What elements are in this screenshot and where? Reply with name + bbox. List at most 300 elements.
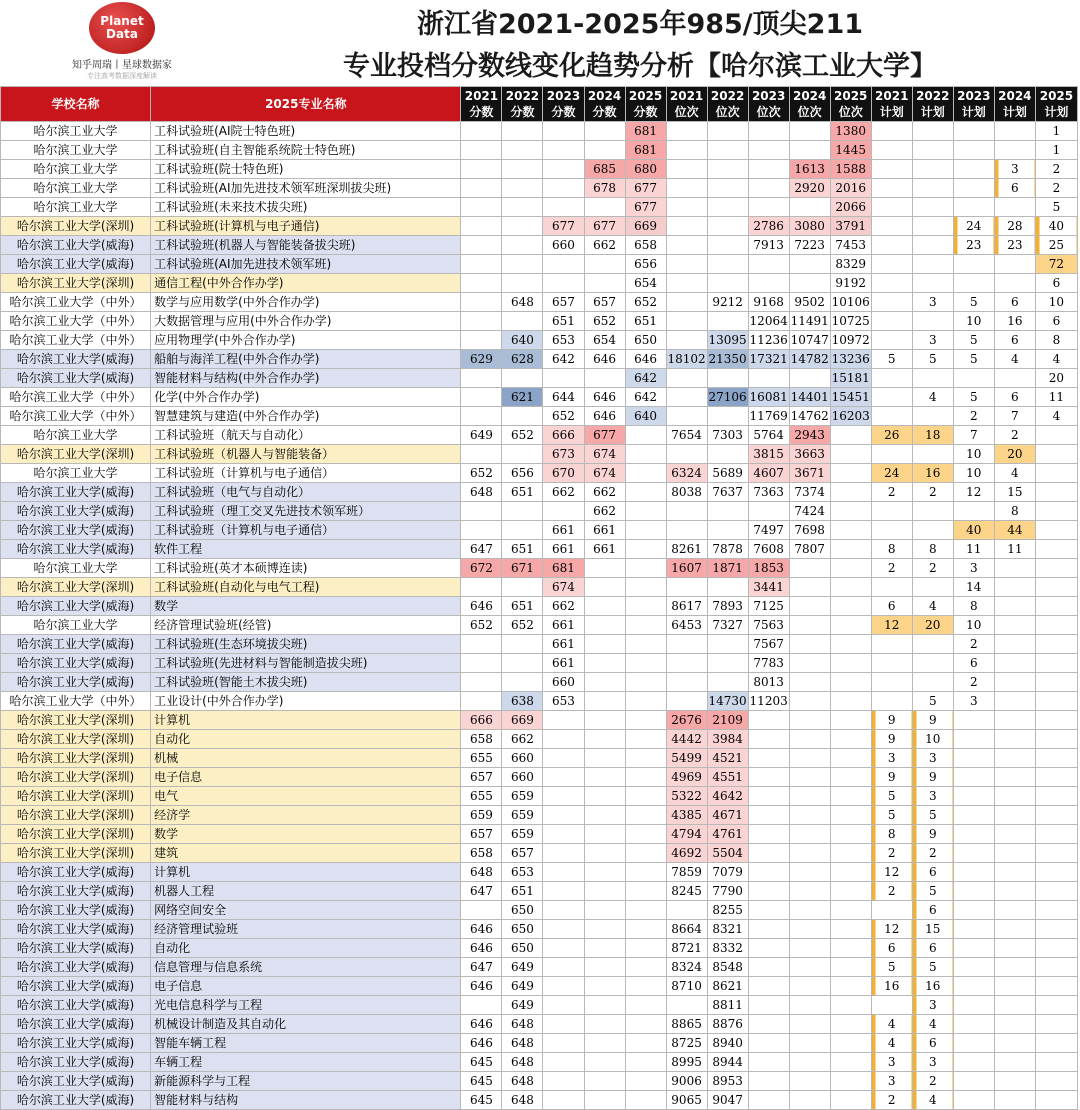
- score-cell: 671: [502, 559, 543, 578]
- rank-cell: [748, 255, 789, 274]
- rank-cell: 4607: [748, 464, 789, 483]
- plan-cell: [1035, 768, 1077, 787]
- rank-cell: 8664: [666, 920, 707, 939]
- score-cell: [625, 654, 666, 673]
- rank-cell: 3441: [748, 578, 789, 597]
- major-cell: 工科试验班(院士特色班): [151, 160, 461, 179]
- rank-cell: 11491: [789, 312, 830, 331]
- rank-cell: [748, 901, 789, 920]
- score-cell: [461, 255, 502, 274]
- plan-cell: [953, 179, 994, 198]
- header-year: 2025: [628, 89, 663, 103]
- plan-cell: [871, 407, 912, 426]
- table-row: [1, 1072, 1078, 1091]
- score-cell: 646: [461, 597, 502, 616]
- plan-cell: [994, 692, 1035, 711]
- score-cell: 621: [502, 388, 543, 407]
- rank-cell: [789, 825, 830, 844]
- rank-cell: 4794: [666, 825, 707, 844]
- header-col-16: [1035, 87, 1077, 122]
- score-cell: [584, 578, 625, 597]
- table-row: [1, 882, 1078, 901]
- score-cell: 645: [461, 1072, 502, 1091]
- score-cell: 648: [461, 863, 502, 882]
- score-cell: 659: [502, 787, 543, 806]
- major-cell: 工业设计(中外合作办学): [151, 692, 461, 711]
- plan-cell: 2: [871, 882, 912, 901]
- rank-cell: [666, 217, 707, 236]
- plan-cell: [953, 160, 994, 179]
- score-cell: [584, 882, 625, 901]
- plan-cell: [912, 198, 953, 217]
- score-cell: [543, 160, 584, 179]
- rank-cell: 8944: [707, 1053, 748, 1072]
- rank-cell: 7327: [707, 616, 748, 635]
- plan-cell: [994, 1034, 1035, 1053]
- major-cell: 智能材料与结构(中外合作办学): [151, 369, 461, 388]
- score-cell: [461, 692, 502, 711]
- rank-cell: [789, 1034, 830, 1053]
- rank-cell: 21350: [707, 350, 748, 369]
- major-cell: 工科试验班(自主智能系统院士特色班): [151, 141, 461, 160]
- school-cell: 哈尔滨工业大学(威海): [1, 939, 151, 958]
- score-cell: [584, 749, 625, 768]
- score-cell: [625, 939, 666, 958]
- header-col-8: [707, 87, 748, 122]
- score-cell: [461, 996, 502, 1015]
- table-body: [1, 122, 1078, 1110]
- table-row: [1, 901, 1078, 920]
- plan-cell: [871, 236, 912, 255]
- score-cell: 648: [461, 483, 502, 502]
- plan-cell: [912, 160, 953, 179]
- plan-cell: [871, 673, 912, 692]
- rank-cell: 8617: [666, 597, 707, 616]
- score-cell: [625, 559, 666, 578]
- rank-cell: [789, 844, 830, 863]
- score-cell: [543, 806, 584, 825]
- plan-cell: 4: [912, 388, 953, 407]
- rank-cell: [789, 882, 830, 901]
- school-cell: 哈尔滨工业大学（中外）: [1, 388, 151, 407]
- score-cell: [543, 901, 584, 920]
- plan-cell: [912, 122, 953, 141]
- plan-cell: 6: [912, 939, 953, 958]
- score-cell: [461, 179, 502, 198]
- rank-cell: [748, 844, 789, 863]
- rank-cell: [830, 654, 871, 673]
- rank-cell: 14762: [789, 407, 830, 426]
- score-cell: [502, 312, 543, 331]
- score-cell: [461, 673, 502, 692]
- plan-cell: [994, 255, 1035, 274]
- plan-cell: 24: [871, 464, 912, 483]
- plan-cell: [912, 236, 953, 255]
- plan-cell: 5: [953, 388, 994, 407]
- plan-cell: [953, 768, 994, 787]
- rank-cell: 10725: [830, 312, 871, 331]
- header-kind: 计划: [1044, 105, 1069, 119]
- rank-cell: [748, 198, 789, 217]
- header-kind: 分数: [551, 105, 576, 119]
- plan-cell: [953, 711, 994, 730]
- score-cell: [584, 787, 625, 806]
- plan-cell: [994, 863, 1035, 882]
- plan-cell: [994, 654, 1035, 673]
- plan-cell: [994, 1072, 1035, 1091]
- header-year: 2022: [505, 89, 540, 103]
- table-row: [1, 312, 1078, 331]
- rank-cell: [830, 673, 871, 692]
- major-cell: 机器人工程: [151, 882, 461, 901]
- plan-cell: 2: [912, 559, 953, 578]
- rank-cell: 8013: [748, 673, 789, 692]
- school-cell: 哈尔滨工业大学: [1, 160, 151, 179]
- rank-cell: 11769: [748, 407, 789, 426]
- score-cell: [625, 597, 666, 616]
- header-year: 2025: [1039, 89, 1074, 103]
- score-cell: 651: [502, 540, 543, 559]
- school-cell: 哈尔滨工业大学(深圳): [1, 768, 151, 787]
- header-kind: 位次: [756, 105, 781, 119]
- rank-cell: [789, 901, 830, 920]
- logo-line1: Planet: [100, 14, 144, 29]
- plan-cell: 11: [1035, 388, 1077, 407]
- plan-cell: 5: [912, 350, 953, 369]
- rank-cell: 6453: [666, 616, 707, 635]
- plan-cell: 4: [912, 1015, 953, 1034]
- header-year: 2021: [669, 89, 704, 103]
- score-cell: 648: [502, 1034, 543, 1053]
- rank-cell: 9212: [707, 293, 748, 312]
- score-cell: 648: [502, 1053, 543, 1072]
- table-row: [1, 502, 1078, 521]
- rank-cell: [830, 597, 871, 616]
- plan-cell: 4: [871, 1015, 912, 1034]
- score-cell: [584, 635, 625, 654]
- plan-cell: [871, 692, 912, 711]
- rank-cell: 9168: [748, 293, 789, 312]
- plan-cell: 3: [871, 1072, 912, 1091]
- rank-cell: 5764: [748, 426, 789, 445]
- table-row: [1, 464, 1078, 483]
- rank-cell: [789, 654, 830, 673]
- score-cell: [584, 825, 625, 844]
- header-kind: 位次: [674, 105, 699, 119]
- plan-cell: 10: [953, 312, 994, 331]
- plan-cell: 2: [871, 844, 912, 863]
- rank-cell: 14730: [707, 692, 748, 711]
- plan-cell: 2: [953, 407, 994, 426]
- score-cell: [502, 635, 543, 654]
- score-cell: 646: [461, 1034, 502, 1053]
- plan-cell: [871, 996, 912, 1015]
- rank-cell: [830, 635, 871, 654]
- plan-cell: 16: [912, 464, 953, 483]
- rank-cell: [830, 1053, 871, 1072]
- logo-badge: [89, 2, 155, 54]
- score-cell: [502, 521, 543, 540]
- score-cell: 651: [625, 312, 666, 331]
- rank-cell: [789, 730, 830, 749]
- school-cell: 哈尔滨工业大学(威海): [1, 521, 151, 540]
- rank-cell: [748, 141, 789, 160]
- plan-cell: [1035, 426, 1077, 445]
- rank-cell: [707, 217, 748, 236]
- score-cell: [625, 844, 666, 863]
- score-cell: [625, 711, 666, 730]
- plan-cell: 15: [912, 920, 953, 939]
- plan-cell: [953, 901, 994, 920]
- plan-cell: [994, 901, 1035, 920]
- score-cell: [461, 293, 502, 312]
- rank-cell: [830, 901, 871, 920]
- major-cell: 电子信息: [151, 768, 461, 787]
- rank-cell: [666, 407, 707, 426]
- plan-cell: [953, 502, 994, 521]
- rank-cell: [830, 521, 871, 540]
- plan-cell: [953, 977, 994, 996]
- major-cell: 软件工程: [151, 540, 461, 559]
- major-cell: 机械: [151, 749, 461, 768]
- plan-cell: 8: [912, 540, 953, 559]
- plan-cell: 4: [871, 1034, 912, 1053]
- plan-cell: [871, 179, 912, 198]
- score-cell: 649: [461, 426, 502, 445]
- score-cell: [461, 901, 502, 920]
- rank-cell: [789, 369, 830, 388]
- score-cell: 660: [502, 768, 543, 787]
- table-row: [1, 274, 1078, 293]
- score-cell: 670: [543, 464, 584, 483]
- rank-cell: 9006: [666, 1072, 707, 1091]
- rank-cell: 4969: [666, 768, 707, 787]
- score-cell: [625, 483, 666, 502]
- plan-cell: 2: [912, 844, 953, 863]
- plan-cell: 5: [871, 958, 912, 977]
- score-cell: 646: [584, 388, 625, 407]
- plan-cell: [1035, 844, 1077, 863]
- score-cell: [543, 502, 584, 521]
- rank-cell: [748, 863, 789, 882]
- plan-cell: 15: [994, 483, 1035, 502]
- plan-cell: 14: [953, 578, 994, 597]
- rank-cell: [707, 236, 748, 255]
- table-row: [1, 1034, 1078, 1053]
- score-cell: [502, 236, 543, 255]
- rank-cell: 13095: [707, 331, 748, 350]
- rank-cell: [707, 198, 748, 217]
- rank-cell: 7563: [748, 616, 789, 635]
- score-cell: [625, 521, 666, 540]
- header-year: 2024: [587, 89, 622, 103]
- plan-cell: 11: [994, 540, 1035, 559]
- score-cell: [502, 217, 543, 236]
- score-cell: 666: [461, 711, 502, 730]
- rank-cell: 27106: [707, 388, 748, 407]
- rank-cell: 2920: [789, 179, 830, 198]
- score-cell: 652: [502, 616, 543, 635]
- rank-cell: 10106: [830, 293, 871, 312]
- rank-cell: 2066: [830, 198, 871, 217]
- score-cell: [543, 825, 584, 844]
- rank-cell: 9065: [666, 1091, 707, 1110]
- plan-cell: 3: [912, 787, 953, 806]
- score-cell: 629: [461, 350, 502, 369]
- plan-cell: 10: [1035, 293, 1077, 312]
- header-kind: 计划: [961, 105, 986, 119]
- rank-cell: [830, 882, 871, 901]
- rank-cell: 13236: [830, 350, 871, 369]
- plan-cell: 2: [1035, 179, 1077, 198]
- plan-cell: 20: [1035, 369, 1077, 388]
- score-cell: [502, 407, 543, 426]
- rank-cell: 15181: [830, 369, 871, 388]
- score-cell: [625, 1015, 666, 1034]
- rank-cell: [789, 1015, 830, 1034]
- rank-cell: 1853: [748, 559, 789, 578]
- score-cell: 646: [461, 939, 502, 958]
- score-cell: [625, 426, 666, 445]
- school-cell: 哈尔滨工业大学（中外）: [1, 407, 151, 426]
- score-cell: 650: [625, 331, 666, 350]
- plan-cell: 9: [871, 730, 912, 749]
- rank-cell: [789, 635, 830, 654]
- major-cell: 经济学: [151, 806, 461, 825]
- rank-cell: [748, 502, 789, 521]
- plan-cell: [1035, 464, 1077, 483]
- score-cell: [625, 635, 666, 654]
- rank-cell: [748, 122, 789, 141]
- header-kind: 计划: [1002, 105, 1027, 119]
- school-cell: 哈尔滨工业大学: [1, 559, 151, 578]
- logo-line2: Data: [106, 27, 138, 41]
- header-kind: 分数: [469, 105, 494, 119]
- rank-cell: [830, 1072, 871, 1091]
- score-cell: 654: [584, 331, 625, 350]
- rank-cell: [830, 1015, 871, 1034]
- school-cell: 哈尔滨工业大学(深圳): [1, 825, 151, 844]
- score-cell: [543, 730, 584, 749]
- major-cell: 工科试验班（计算机与电子通信）: [151, 521, 461, 540]
- rank-cell: 15451: [830, 388, 871, 407]
- score-cell: [584, 863, 625, 882]
- rank-cell: 14401: [789, 388, 830, 407]
- major-cell: 自动化: [151, 939, 461, 958]
- rank-cell: [748, 920, 789, 939]
- header-kind: 分数: [592, 105, 617, 119]
- plan-cell: 20: [912, 616, 953, 635]
- major-cell: 工科试验班（理工交叉先进技术领军班）: [151, 502, 461, 521]
- plan-cell: [1035, 1034, 1077, 1053]
- rank-cell: [830, 996, 871, 1015]
- rank-cell: [748, 787, 789, 806]
- score-cell: [461, 369, 502, 388]
- major-cell: 工科试验班(先进材料与智能制造拔尖班): [151, 654, 461, 673]
- rank-cell: 7893: [707, 597, 748, 616]
- plan-cell: [871, 578, 912, 597]
- score-cell: [461, 388, 502, 407]
- score-cell: 657: [543, 293, 584, 312]
- plan-cell: 3: [994, 160, 1035, 179]
- score-cell: 673: [543, 445, 584, 464]
- rank-cell: 14782: [789, 350, 830, 369]
- school-cell: 哈尔滨工业大学(威海): [1, 1072, 151, 1091]
- plan-cell: [1035, 1015, 1077, 1034]
- rank-cell: [666, 635, 707, 654]
- plan-cell: [994, 1053, 1035, 1072]
- plan-cell: [1035, 673, 1077, 692]
- score-cell: 646: [584, 350, 625, 369]
- score-cell: 649: [502, 996, 543, 1015]
- school-cell: 哈尔滨工业大学(威海): [1, 597, 151, 616]
- rank-cell: 3984: [707, 730, 748, 749]
- rank-cell: [830, 711, 871, 730]
- plan-cell: [953, 996, 994, 1015]
- table-row: [1, 160, 1078, 179]
- plan-cell: 5: [912, 692, 953, 711]
- score-cell: 649: [502, 958, 543, 977]
- score-cell: 674: [543, 578, 584, 597]
- plan-cell: 12: [871, 616, 912, 635]
- plan-cell: [1035, 787, 1077, 806]
- plan-cell: 10: [953, 464, 994, 483]
- table-row: [1, 217, 1078, 236]
- plan-cell: 3: [912, 749, 953, 768]
- score-cell: [584, 559, 625, 578]
- plan-cell: [912, 141, 953, 160]
- plan-cell: [953, 255, 994, 274]
- plan-cell: 2: [994, 426, 1035, 445]
- major-cell: 车辆工程: [151, 1053, 461, 1072]
- table-row: [1, 787, 1078, 806]
- score-cell: [584, 673, 625, 692]
- table-row: [1, 559, 1078, 578]
- plan-cell: [912, 312, 953, 331]
- plan-cell: [912, 369, 953, 388]
- school-cell: 哈尔滨工业大学(威海): [1, 350, 151, 369]
- plan-cell: 5: [953, 331, 994, 350]
- score-cell: [543, 958, 584, 977]
- rank-cell: [789, 597, 830, 616]
- table-row: [1, 996, 1078, 1015]
- table-row: [1, 521, 1078, 540]
- rank-cell: [830, 958, 871, 977]
- plan-cell: [912, 578, 953, 597]
- score-cell: 642: [625, 369, 666, 388]
- rank-cell: [830, 977, 871, 996]
- table-row: [1, 122, 1078, 141]
- major-cell: 智能车辆工程: [151, 1034, 461, 1053]
- header-year: 2021: [875, 89, 909, 103]
- header-col-6: [625, 87, 666, 122]
- score-cell: 654: [625, 274, 666, 293]
- rank-cell: [830, 559, 871, 578]
- rank-cell: 4642: [707, 787, 748, 806]
- major-cell: 工科试验班(自动化与电气工程): [151, 578, 461, 597]
- rank-cell: [666, 141, 707, 160]
- score-cell: 662: [584, 502, 625, 521]
- rank-cell: [666, 179, 707, 198]
- major-cell: 工科试验班(计算机与电子通信): [151, 217, 461, 236]
- rank-cell: [748, 749, 789, 768]
- major-cell: 信息管理与信息系统: [151, 958, 461, 977]
- table-row: [1, 483, 1078, 502]
- rank-cell: 3080: [789, 217, 830, 236]
- logo-caption: 知乎周瑞丨星球数据家: [72, 60, 172, 71]
- score-cell: [625, 502, 666, 521]
- rank-cell: 7859: [666, 863, 707, 882]
